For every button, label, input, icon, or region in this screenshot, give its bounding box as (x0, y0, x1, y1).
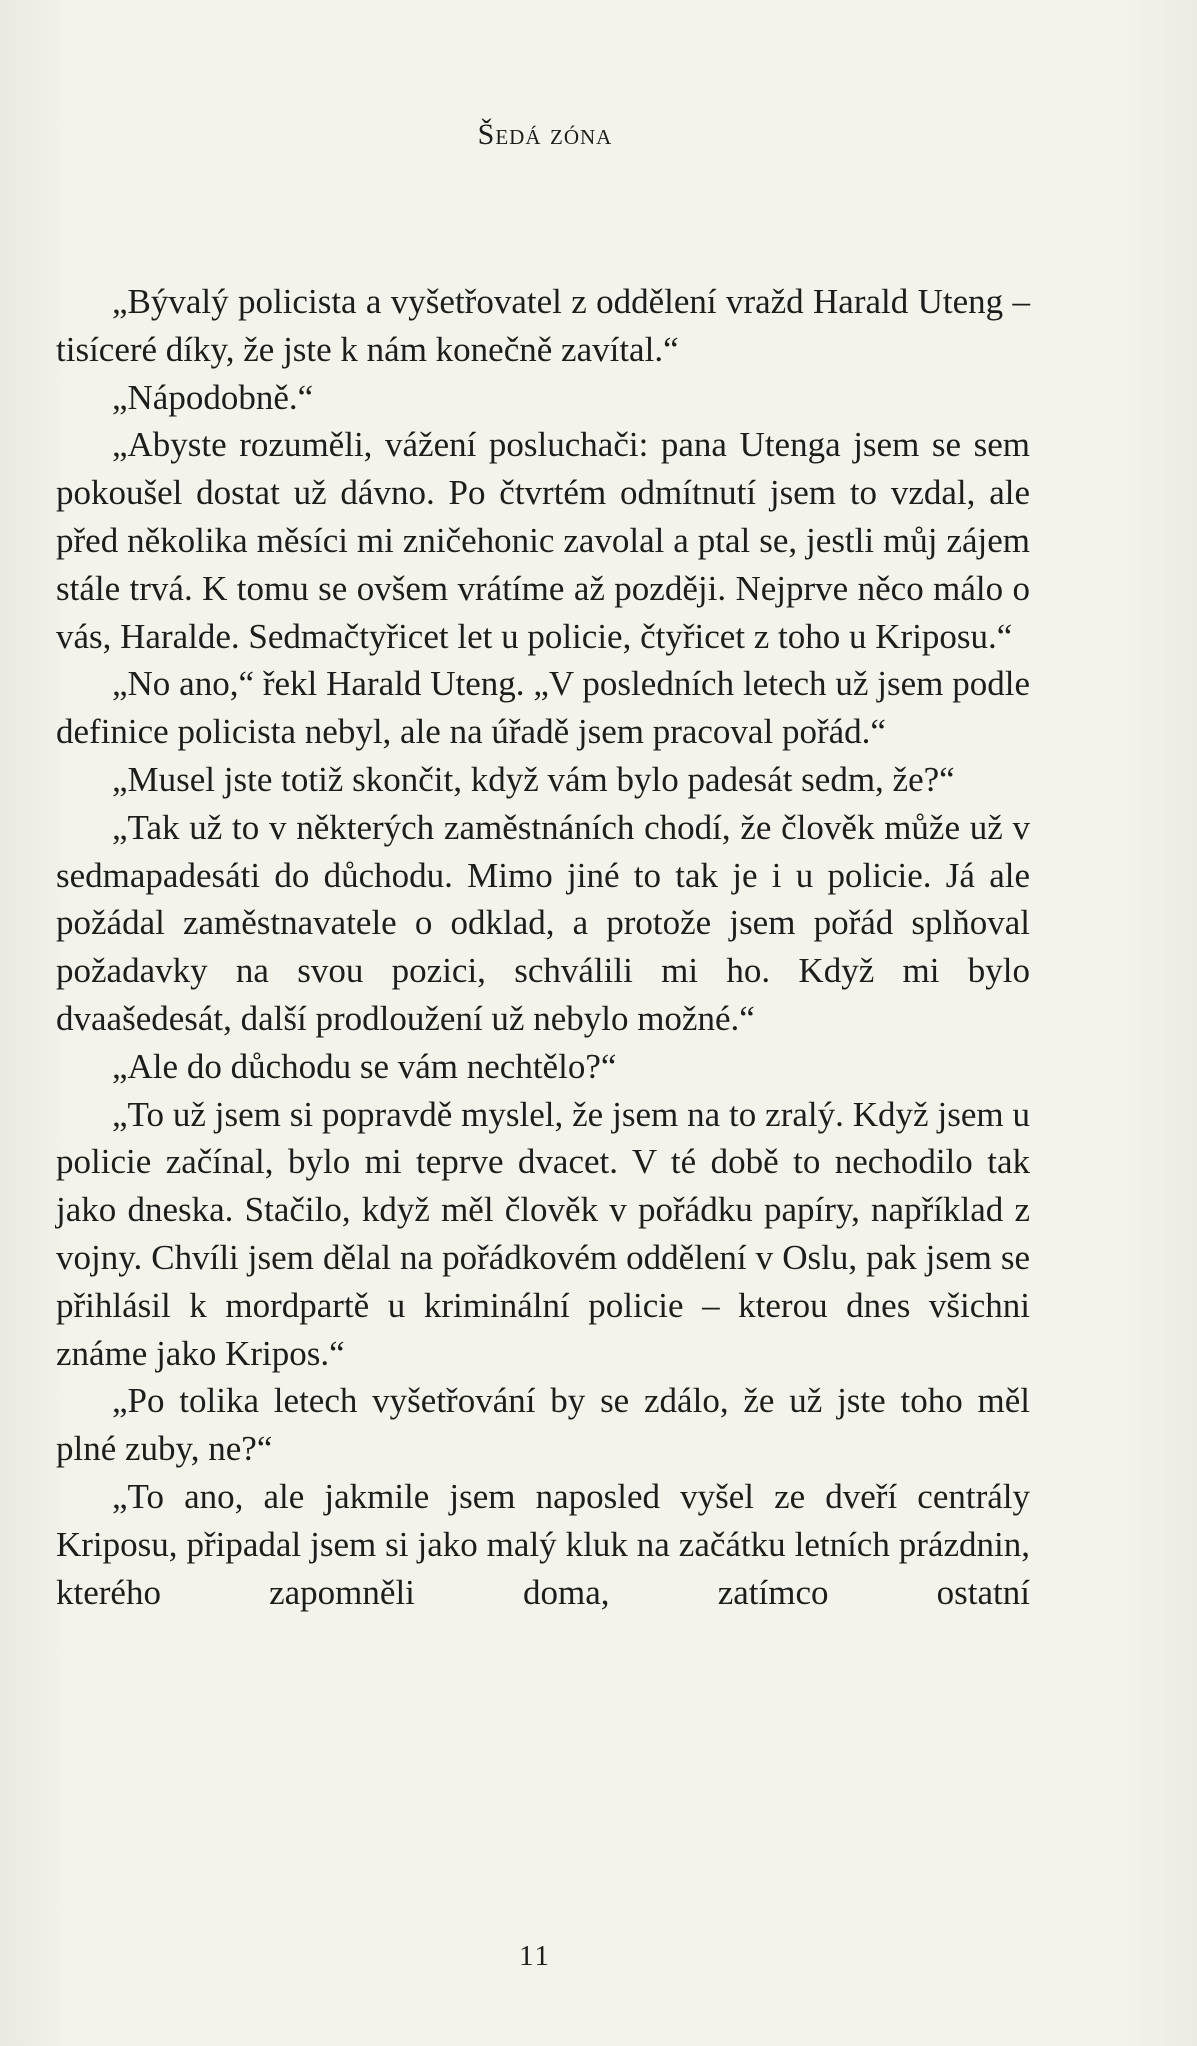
paragraph: „Nápodobně.“ (112, 377, 314, 417)
paragraph: „Bývalý policista a vyšetřovatel z oddělení vražd Harald Uteng – tisíceré díky, že jste k nám konečně zavítal.“ (56, 282, 1030, 369)
paragraph: „Tak už to v některých zaměstnáních chodí, že člověk může už v sedmapadesáti do důchodu. Mimo jiné to tak je i u policie. Já ale požádal zaměstnavatele o odklad, a protože jsem pořád splňoval požadavky na svou pozici, schválili mi ho. Když mi bylo dvaašedesát, další prodloužení už nebylo možné.“ (56, 807, 1030, 1038)
paragraph: „Musel jste totiž skončit, když vám bylo padesát sedm, že?“ (112, 759, 955, 799)
paragraph: „Po tolika letech vyšetřování by se zdálo, že už jste toho měl plné zuby, ne?“ (56, 1381, 1030, 1469)
page-number: 11 (519, 1940, 551, 1972)
paragraph: „Ale do důchodu se vám nechtělo?“ (112, 1046, 617, 1086)
running-header: Šedá zóna (477, 118, 613, 151)
paragraph: „No ano,“ řekl Harald Uteng. „V posledních letech už jsem podle definice policista nebyl, ale na úřadě jsem pracoval pořád.“ (56, 664, 1030, 752)
paragraph: „Abyste rozuměli, vážení posluchači: pana Utenga jsem se sem pokoušel dostat už dávno. Po čtvrtém odmítnutí jsem to vzdal, ale před několika měsíci mi zničehonic zavolal a ptal se, jestli můj zájem stále trvá. K tomu se ovšem vrátíme až později. Nejprve něco málo o vás, Haralde. Sedmačtyřicet let u policie, čtyřicet z toho u Kriposu.“ (56, 425, 1030, 656)
body-text (56, 278, 1030, 1616)
paragraph: „To už jsem si popravdě myslel, že jsem na to zralý. Když jsem u policie začínal, bylo mi teprve dvacet. V té době to nechodilo tak jako dneska. Stačilo, když měl člověk v pořádku papíry, například z vojny. Chvíli jsem dělal na pořádkovém oddělení v Oslu, pak jsem se přihlásil k mordpartě u kriminální policie – kterou dnes všichni známe jako Kripos.“ (56, 1094, 1030, 1373)
paragraph: „To ano, ale jakmile jsem naposled vyšel ze dveří centrály Kriposu, připadal jsem si jako malý kluk na začátku letních prázdnin, kterého zapomněli doma, zatímco ostatní (56, 1476, 1030, 1612)
